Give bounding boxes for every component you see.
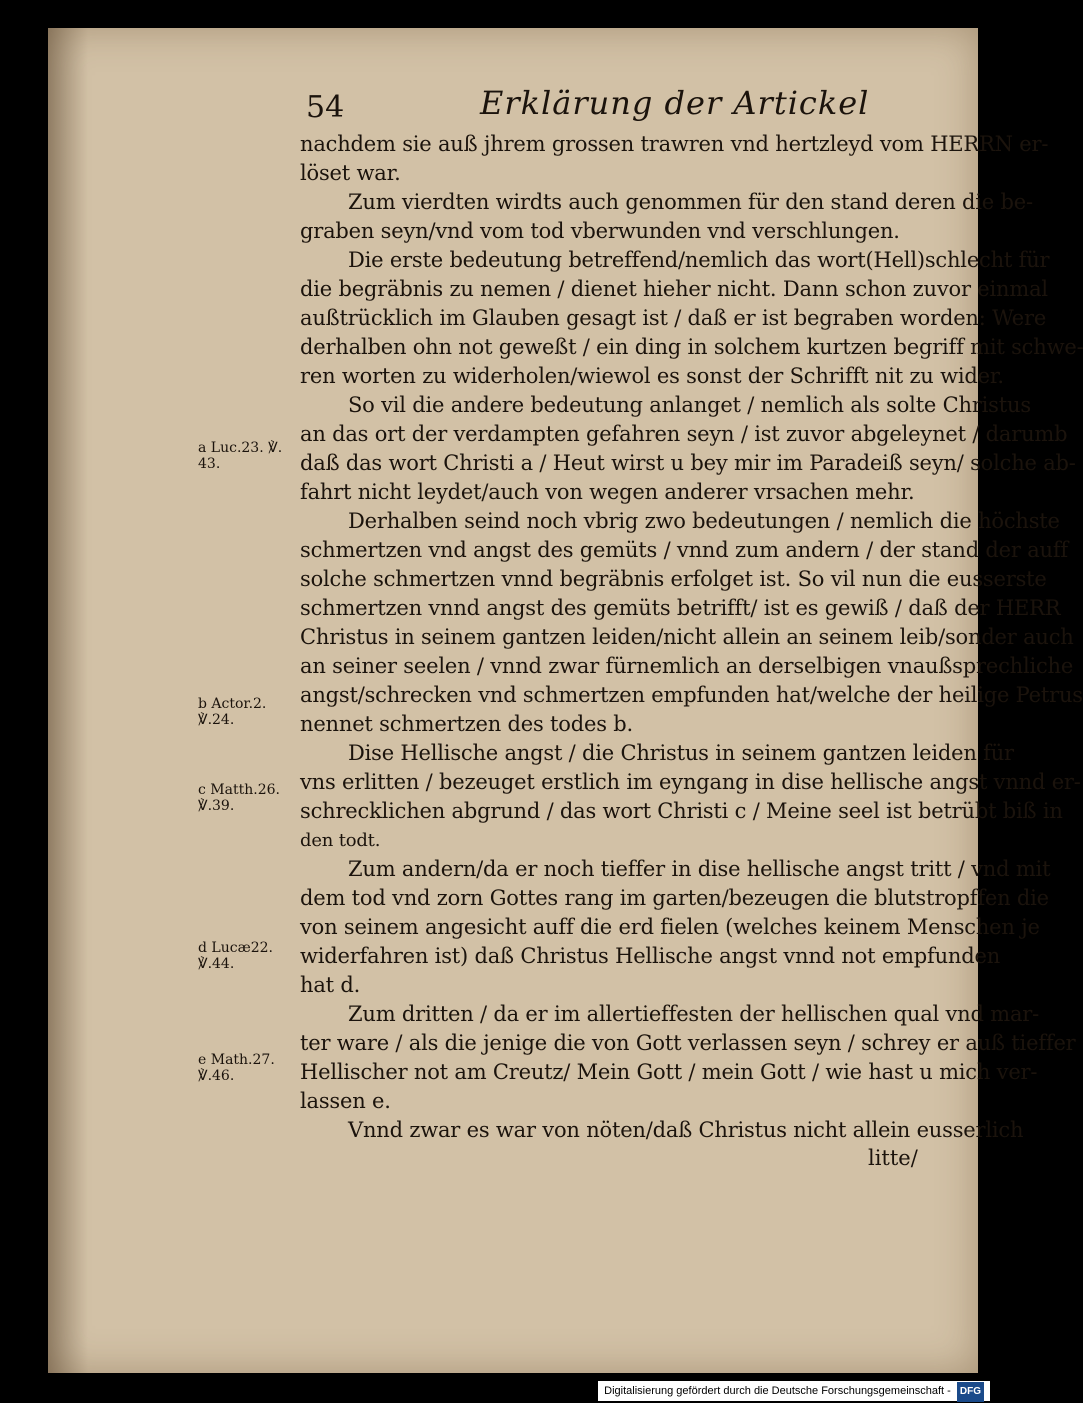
- text-line: Zum andern/da er noch tieffer in dise hellische angst tritt / vnd mit: [348, 857, 1051, 881]
- text-line: schrecklichen abgrund / das wort Christi c / Meine seel ist betrübt biß in: [300, 799, 1063, 823]
- marginal-ref-line: c Matth.26.: [198, 782, 280, 798]
- text-line: nachdem sie auß jhrem grossen trawren vnd hertzleyd vom HERRN er-: [300, 132, 1049, 156]
- running-head: Erklärung der Artickel: [480, 84, 870, 122]
- text-line: vns erlitten / bezeuget erstlich im eyngang in dise hellische angst vnnd er-: [300, 770, 1081, 794]
- marginal-ref-line: d Lucæ22.: [198, 940, 273, 956]
- text-line: solche schmertzen vnnd begräbnis erfolget ist. So vil nun die eusserste: [300, 567, 1047, 591]
- marginal-reference: [198, 782, 298, 814]
- text-line: Dise Hellische angst / die Christus in seinem gantzen leiden für: [348, 741, 1014, 765]
- text-line: fahrt nicht leydet/auch von wegen anderer vrsachen mehr.: [300, 480, 915, 504]
- text-line: Vnnd zwar es war von nöten/daß Christus nicht allein eusserlich: [348, 1118, 1024, 1142]
- text-line: ter ware / als die jenige die von Gott verlassen seyn / schrey er auß tieffer: [300, 1031, 1076, 1055]
- marginal-ref-line: a Luc.23. ℣.: [198, 440, 283, 456]
- text-line: die begräbnis zu nemen / dienet hieher nicht. Dann schon zuvor einmal: [300, 277, 1048, 301]
- text-line: Zum vierdten wirdts auch genommen für den stand deren die be-: [348, 190, 1033, 214]
- marginal-reference: [198, 1052, 298, 1084]
- marginal-ref-line: ℣.24.: [198, 712, 235, 728]
- text-line: hat d.: [300, 973, 361, 997]
- text-line: Derhalben seind noch vbrig zwo bedeutungen / nemlich die höchste: [348, 509, 1060, 533]
- book-page: [48, 28, 1083, 1373]
- text-line: Hellischer not am Creutz/ Mein Gott / mein Gott / wie hast u mich ver-: [300, 1060, 1038, 1084]
- text-line: von seinem angesicht auff die erd fielen (welches keinem Menschen je: [300, 915, 1040, 939]
- marginal-ref-line: 43.: [198, 456, 221, 472]
- text-line: schmertzen vnd angst des gemüts / vnnd zum andern / der stand der auff: [300, 538, 1068, 562]
- text-line: den todt.: [300, 830, 381, 851]
- catchword: litte/: [868, 1146, 918, 1170]
- marginal-ref-line: b Actor.2.: [198, 696, 267, 712]
- text-line: ren worten zu widerholen/wiewol es sonst der Schrifft nit zu wider.: [300, 364, 1004, 388]
- text-line: derhalben ohn not geweßt / ein ding in solchem kurtzen begriff mit schwe-: [300, 335, 1083, 359]
- text-line: löset war.: [300, 161, 401, 185]
- text-line: dem tod vnd zorn Gottes rang im garten/bezeugen die blutstropffen die: [300, 886, 1049, 910]
- text-line: daß das wort Christi a / Heut wirst u bey mir im Paradeiß seyn/ solche ab-: [300, 451, 1076, 475]
- marginal-ref-line: ℣.46.: [198, 1068, 235, 1084]
- text-line: Christus in seinem gantzen leiden/nicht allein an seinem leib/sonder auch: [300, 625, 1074, 649]
- text-line: So vil die andere bedeutung anlanget / nemlich als solte Christus: [348, 393, 1031, 417]
- page-gutter-shadow: [48, 28, 88, 1373]
- text-line: Die erste bedeutung betreffend/nemlich das wort(Hell)schlecht für: [348, 248, 1050, 272]
- marginal-reference: [198, 440, 298, 472]
- marginal-reference: [198, 696, 298, 728]
- text-line: Zum dritten / da er im allertieffesten der hellischen qual vnd mar-: [348, 1002, 1039, 1026]
- page-header: [48, 84, 978, 124]
- footer-text: Digitalisierung gefördert durch die Deutsche Forschungsgemeinschaft -: [604, 1385, 951, 1397]
- text-line: außtrücklich im Glauben gesagt ist / daß er ist begraben worden: Were: [300, 306, 1047, 330]
- body-text: [300, 130, 1083, 1145]
- text-line: graben seyn/vnd vom tod vberwunden vnd verschlungen.: [300, 219, 900, 243]
- page-number: 54: [306, 90, 345, 125]
- marginal-ref-line: e Math.27.: [198, 1052, 275, 1068]
- text-line: an seiner seelen / vnnd zwar fürnemlich an derselbigen vnaußsprechliche: [300, 654, 1074, 678]
- text-line: angst/schrecken vnd schmertzen empfunden hat/welche der heilige Petrus: [300, 683, 1083, 707]
- text-line: schmertzen vnnd angst des gemüts betrifft/ ist es gewiß / daß der HERR: [300, 596, 1061, 620]
- dfg-logo: DFG: [957, 1382, 984, 1402]
- text-line: nennet schmertzen des todes b.: [300, 712, 633, 736]
- digitization-footer: [598, 1381, 990, 1401]
- text-line: an das ort der verdampten gefahren seyn / ist zuvor abgeleynet / darumb: [300, 422, 1068, 446]
- marginal-reference: [198, 940, 298, 972]
- text-line: lassen e.: [300, 1089, 391, 1113]
- marginal-ref-line: ℣.44.: [198, 956, 235, 972]
- text-line: widerfahren ist) daß Christus Hellische angst vnnd not empfunden: [300, 944, 1001, 968]
- marginal-ref-line: ℣.39.: [198, 798, 235, 814]
